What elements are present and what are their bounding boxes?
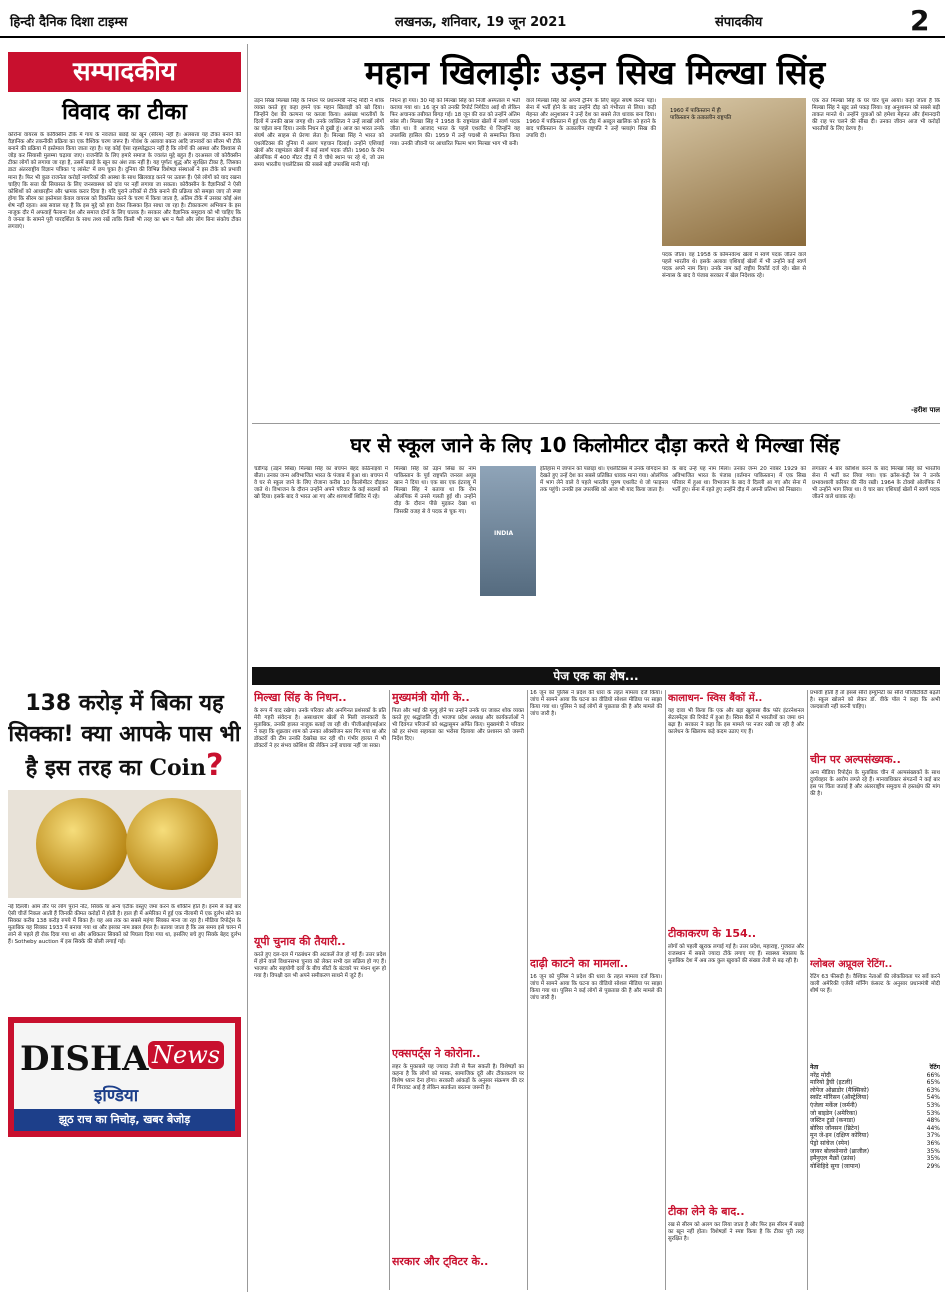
continued-band: पेज एक का शेष... — [252, 667, 940, 685]
poll-row-value: 66% — [926, 1071, 940, 1079]
running-col2: मिल्खा सिंह को उड़न सिख का नाम पाकिस्तान के पूर्व राष्ट्रपति जनरल अयूब खान ने दिया था। एक बार एक इंटरव्यू में मिल्खा सिंह ने बताया था कि रोम ओलंपिक में उनसे गलती हुई थी। उन्होंने दौड़ के दौरान पीछे मुड़कर देखा था जिसकी वजह से वे पदक से चूक गए। — [394, 466, 476, 515]
c4-body: लहर के मुकाबले यह ज्यादा तेजी से फैल सकती है। विशेषज्ञों का कहना है कि लोगों को मास्क, सामाजिक दूरी और टीकाकरण पर विशेष ध्यान देना होगा। सरकारी आंकड़ों के अनुसार संक्रमण की दर में गिरावट आई है लेकिन सतर्कता बरतना जरूरी है। — [392, 1064, 524, 1092]
running-headline: घर से स्कूल जाने के लिए 10 किलोमीटर दौड़ा करते थे मिल्खा सिंह — [350, 433, 840, 457]
c11-body: अन्य मीडिया रिपोर्ट्स के मुताबिक चीन में अल्पसंख्यकों के साथ दुर्व्यवहार के आरोप लगते रहे हैं। मानवाधिकार संगठनों ने कई बार इस पर चिंता जताई है और अंतरराष्ट्रीय समुदाय से हस्तक्षेप की मांग की है। — [810, 770, 940, 798]
c9-body: रख से सीरम को अलग कर लिया जाता है और फिर इस सीरम में बछड़े का खून नहीं होता। विशेषज्ञों ने स्पष्ट किया है कि टीका पूरी तरह सुरक्षित है। — [668, 1222, 804, 1243]
cont-col2 — [392, 690, 524, 1290]
poll-row-name: मून जे-इन (दक्षिण कोरिया) — [810, 1132, 869, 1140]
portrait-caption: 1960 में पाकिस्तान में ही पाकिस्तान के तत्कालीन राष्ट्रपति — [670, 108, 732, 121]
brand-main: DISHA — [20, 1039, 149, 1079]
poll-row-name: पेड्रो सांचेज (स्पेन) — [810, 1139, 850, 1147]
poll-row-value: 35% — [926, 1147, 940, 1155]
jersey-label: INDIA — [494, 530, 514, 537]
poll-row-name: स्कॉट मॉरिसन (ऑस्ट्रेलिया) — [810, 1094, 869, 1102]
poll-row — [810, 1163, 940, 1171]
coin-title-line2: सिक्का! क्या आपके पास भी — [8, 722, 241, 747]
c1-title: मिल्खा सिंह के निधन.. — [254, 691, 347, 704]
page-number: 2 — [910, 4, 930, 37]
running-col4: के बाद उन्हें यह नाम मिला। उनका जन्म 20 नवंबर 1929 को अविभाजित भारत के पंजाब (वर्तमान पाकिस्तान) में एक सिख परिवार में हुआ था। विभाजन के बाद वे दिल्ली आ गए और सेना में भर्ती हुए। सेना में रहते हुए उन्होंने दौड़ में अपनी प्रतिभा को निखारा। — [672, 466, 806, 494]
coin-image — [8, 790, 241, 898]
cont-col1 — [254, 690, 386, 1290]
milkha-col2: निधन हो गया। 30 मई को मिल्खा सिंह को निजी अस्पताल में भर्ती कराया गया था। 16 जून को उनकी रिपोर्ट निगेटिव आई थी लेकिन फिर अचानक तबीयत बिगड़ गई। 18 जून की रात को उन्होंने अंतिम सांस ली। मिल्खा सिंह ने 1958 के राष्ट्रमंडल खेलों में स्वर्ण पदक जीता था। वे आजाद भारत के पहले एथलीट थे जिन्होंने यह उपलब्धि हासिल की। 1959 में उन्हें पद्मश्री से सम्मानित किया गया। उनकी जीवनी पर आधारित फिल्म भाग मिल्खा भाग भी बनी। — [390, 98, 520, 147]
editorial-body: कोरोना वायरस के कोवैक्सीन टीके में गाय के नवजात बछड़े का खून (सीरम) नहीं है। अलबत्ता यह टीका बनाने की वैज्ञानिक और तकनीकी प्रक्रिया का एक वैश्विक चरण जरूर है। गोवंश के अलावा बकरा आदि जानवरों का सीरम भी टीके बनाने की प्रक्रिया में इस्तेमाल किया जाता रहा है। यह कोई ऐसा रहस्योद्घाटन नहीं है कि लोगों की आस्था और विश्वास से जोड़ कर सियासी मुलम्मा चढ़ाया जाए। राजनीति के लिए हमारे समाज के ज्वलंत मुद्दे बहुत हैं। दरअसल जो कोवैक्सीन टीका लोगों को लगाया जा रहा है, उसमें बछड़े के खून का अंश तक नहीं है। यह पूर्णतः शुद्ध और सुरक्षित टीका है, जिसका डाटा अंतरराष्ट्रीय विज्ञान पत्रिका 'द लांसेट' में छप चुका है। दुनिया की विभिन्न विशेषज्ञ संस्थाओं ने इस टीके को प्रभावी माना है। फिर भी कुछ राजनेता करोड़ों नागरिकों की आस्था के साथ खिलवाड़ करने पर उतारू हैं। ऐसे लोगों को याद रखना चाहिए कि सत्ता की सियासत के लिए जनस्वास्थ्य को दांव पर नहीं लगाया जा सकता। कोवैक्सीन के वैज्ञानिकों ने ऐसी कोशिशों को आधारहीन और भ्रामक करार दिया है। यदि पुराने तरीकों से टीके बनाने की प्रक्रिया को समझा जाए तो स्पष्ट होगा कि सीरम का इस्तेमाल केवल वायरस को विकसित करने के चरण में किया जाता है, अंतिम टीके में उसका कोई अंश शेष नहीं रहता। अब सवाल यह है कि इस मुद्दे को हवा देकर किसका हित साधा जा रहा है। टीकाकरण अभियान के इस नाजुक दौर में अफवाहें फैलाना देश और समाज दोनों के लिए घातक है। सरकार और वैज्ञानिक समुदाय को भी चाहिए कि वे जनता के सामने पूरी पारदर्शिता के साथ तथ्य रखें ताकि किसी भी तरह का भ्रम न फैले और लोग बिना संकोच टीका लगवाएं। — [8, 132, 241, 231]
poll-row-name: एंजेला मर्केल (जर्मनी) — [810, 1101, 858, 1109]
poll-row-value: 53% — [926, 1101, 940, 1109]
c1-body: के रूप में याद रखेगा। उनके परिवार और अनगिनत प्रशंसकों के प्रति मेरी गहरी संवेदना है। असाधारण खेलों से मिली जानकारी के मुताबिक, उनकी हालत नाजुक बताई जा रही थी। पीजीआईएमईआर ने कहा कि शुक्रवार शाम को उनका ऑक्सीजन स्तर गिर गया था और डॉक्टरों की टीम उनकी देखरेख कर रही थी। गंभीर हालत में भी डॉक्टरों ने हर संभव कोशिश की लेकिन उन्हें बचाया नहीं जा सका। — [254, 708, 386, 750]
poll-header — [810, 1064, 940, 1072]
coin-title-line3: है इस तरह का Coin? — [25, 748, 224, 783]
c2-title: यूपी चुनाव की तैयारी.. — [254, 935, 346, 948]
cont-divider-1 — [389, 690, 390, 1290]
poll-row-value: 35% — [926, 1155, 940, 1163]
cont-divider-3 — [665, 690, 666, 1290]
poll-row-value: 29% — [926, 1162, 940, 1170]
poll-row-name: जो बाइडेन (अमेरिका) — [810, 1109, 858, 1117]
cont-col4 — [668, 690, 804, 1290]
milkha-col1: उड़न सिख मिल्खा सिंह के निधन पर प्रधानमंत्री नरेन्द्र मोदी ने शोक व्यक्त करते हुए कहा हमने एक महान खिलाड़ी को खो दिया। जिन्होंने देश की कल्पना पर कब्जा किया। असंख्य भारतीयों के दिलों में उनकी खास जगह थी। उनके व्यक्तित्व ने उन्हें लाखों लोगों का चहेता बना दिया। उनके निधन से दुखी हूं। आज का भारत उनके संघर्ष और साहस से प्रेरणा लेता है। मिल्खा सिंह ने भारत को एथलेटिक्स की दुनिया में अलग पहचान दिलाई। उन्होंने एशियाई खेलों और राष्ट्रमंडल खेलों में कई स्वर्ण पदक जीते। 1960 के रोम ओलंपिक में 400 मीटर दौड़ में वे चौथे स्थान पर रहे थे, जो उस समय भारतीय एथलेटिक्स की सबसे बड़ी उपलब्धि मानी गई। — [254, 98, 384, 168]
running-col5: लगातार 4 बार कोशिश करने के बाद मिल्खा सिंह को भारतीय सेना में भर्ती कर लिया गया। एक क्रॉस-कंट्री रेस ने उनके प्रभावशाली करियर की नींव रखी। 1964 के टोक्यो ओलंपिक में भी उन्होंने भाग लिया था। वे चार बार एशियाई खेलों में स्वर्ण पदक जीतने वाले धावक रहे। — [812, 466, 940, 501]
coin-body: नई दिल्ली। आम तौर पर लोग पुराने नोट, सिक्के या अन्य एंटीक वस्तुएं जमा करने के शौकीन होते हैं। इनमें से कई बार ऐसी चीजें निकल आती हैं जिनकी कीमत करोड़ों में होती है। हाल ही में अमेरिका में हुई एक नीलामी में एक दुर्लभ सोने का सिक्का करीब 138 करोड़ रुपये में बिका है। यह अब तक का सबसे महंगा सिक्का माना जा रहा है। मीडिया रिपोर्ट्स के मुताबिक यह सिक्का 1933 में बनाया गया था और इसका नाम डबल ईगल है। बताया जाता है कि उस समय इसे चलन में लाने से पहले ही रोक दिया गया था और अधिकतर सिक्कों को पिघला दिया गया था, इसलिए बचे हुए सिक्के बेहद दुर्लभ हैं। Sotheby auction में इस सिक्के की बोली लगाई गई। — [8, 904, 241, 946]
coin-right-icon — [126, 798, 218, 890]
c10-body: प्रभावी होती है तो इससे सीरो इम्युनिटी का सीरो पॉजिटिविटी बढ़ती है। स्कूल खोलने को लेकर डॉ. वीके पॉल ने कहा कि अभी जल्दबाजी नहीं करनी चाहिए। — [810, 690, 940, 711]
poll-row-name: बोरिस जॉनसन (ब्रिटेन) — [810, 1124, 860, 1132]
c3-body: पिता और भाई की मृत्यु होने पर उन्होंने उनके घर जाकर शोक व्यक्त करते हुए श्रद्धांजलि दी। भाजपा प्रदेश अध्यक्ष और कार्यकर्ताओं ने भी दिवंगत परिजनों को श्रद्धासुमन अर्पित किए। मुख्यमंत्री ने परिवार को हर संभव सहायता का भरोसा दिलाया और प्रशासन को जरूरी निर्देश दिए। — [392, 708, 524, 743]
running-col3: इतिहास में जापान को पछाड़ा था। एथलेटिक्स में उनके योगदान को देखते हुए उन्हें देश का सबसे प्रतिष्ठित धावक माना गया। ओलंपिक में भाग लेने वाले वे पहले भारतीय पुरुष एथलीट थे जो फाइनल तक पहुंचे। उनकी इस उपलब्धि को आज भी याद किया जाता है। — [540, 466, 668, 494]
poll-row — [810, 1132, 940, 1140]
c6-body: 16 जून को पुलिस ने प्रदेश की धारा के तहत मामला दर्ज किया। जांच में सामने आया कि घटना का वीडियो सोशल मीडिया पर साझा किया गया था। पुलिस ने कई लोगों से पूछताछ की है और मामले की जांच जारी है। — [530, 974, 662, 1002]
c2-body: करते हुए दल-दल में गठबंधन की अटकलें तेज हो गई हैं। उत्तर प्रदेश में होने वाले विधानसभा चुनाव को लेकर सभी दल सक्रिय हो गए हैं। भाजपा और सहयोगी दलों के बीच सीटों के बंटवारे पर मंथन शुरू हो गया है। विपक्षी दल भी अपने समीकरण साधने में जुटे हैं। — [254, 952, 386, 980]
poll-header-name: नेता — [810, 1064, 819, 1071]
poll-row-value: 53% — [926, 1109, 940, 1117]
poll-row — [810, 1140, 940, 1148]
poll-row — [810, 1155, 940, 1163]
poll-header-rating: रेटिंग — [929, 1064, 940, 1071]
poll-row-value: 44% — [926, 1124, 940, 1132]
c8-body: लोगों को पहली खुराक लगाई गई है। उत्तर प्रदेश, महाराष्ट्र, गुजरात और राजस्थान में सबसे ज्यादा टीके लगाए गए हैं। स्वास्थ्य मंत्रालय के मुताबिक देश में अब तक कुल खुराकों की संख्या तेजी से बढ़ रही है। — [668, 944, 804, 965]
milkha-col3: वाले मिल्खा सिंह को अपनी ट्रेनिंग के लिए बहुत संघर्ष करना पड़ा। सेना में भर्ती होने के बाद उन्होंने दौड़ को गंभीरता से लिया। कड़ी मेहनत और अनुशासन ने उन्हें देश का सबसे तेज धावक बना दिया। 1960 में पाकिस्तान में हुई एक दौड़ में अब्दुल खालिक को हराने के बाद पाकिस्तान के तत्कालीन राष्ट्रपति ने उन्हें फ्लाइंग सिख की उपाधि दी। — [526, 98, 656, 140]
milkha-col5: एक रात मिल्खा सिंह के घर चोर घुस आया। कहा जाता है कि मिल्खा सिंह ने खुद उसे पकड़ लिया। वह अनुशासन को सबसे बड़ी ताकत मानते थे। उन्होंने युवाओं को हमेशा मेहनत और ईमानदारी की राह पर चलने की सीख दी। उनका जीवन आज भी करोड़ों भारतीयों के लिए प्रेरणा है। — [812, 98, 940, 133]
poll-row — [810, 1117, 940, 1125]
poll-row-name: जस्टिन ट्रूडो (कनाडा) — [810, 1117, 856, 1125]
cont-divider-4 — [807, 690, 808, 1290]
c6-lead: 16 जून को पुलिस ने प्रदेश की धारा के तहत मामला दर्ज किया। जांच में सामने आया कि घटना का वीडियो सोशल मीडिया पर साझा किया गया था। पुलिस ने कई लोगों से पूछताछ की है और मामले की जांच जारी है। — [530, 690, 662, 718]
ad-tagline: झूठ राच का निचोड़, खबर बेजोड़ — [14, 1109, 235, 1131]
poll-row — [810, 1079, 940, 1087]
c11-title: चीन पर अल्पसंख्यक.. — [810, 753, 901, 766]
editorial-banner: सम्पादकीय — [8, 52, 241, 92]
c6-title: दाढ़ी काटने का मामला.. — [530, 957, 629, 970]
cont-divider-2 — [527, 690, 528, 1290]
coin-headline — [8, 688, 241, 784]
poll-row-value: 37% — [926, 1132, 940, 1140]
dateline: लखनऊ, शनिवार, 19 जून 2021 — [395, 15, 567, 30]
c12-body: रेटिंग 63 फीसदी है। वैश्विक नेताओं की लोकप्रियता पर सर्वे करने वाली अमेरिकी एजेंसी मॉर्निंग कंसल्ट के अनुसार प्रधानमंत्री मोदी शीर्ष पर हैं। — [810, 974, 940, 995]
milkha-headline: महान खिलाड़ीः उड़न सिख मिल्खा सिंह — [364, 53, 826, 92]
milkha-byline: -हरीश पाल — [910, 406, 940, 414]
c3-title: मुख्यमंत्री योगी के.. — [392, 691, 470, 704]
section-name: संपादकीय — [715, 15, 763, 30]
poll-row-name: मारियो ड्रैघी (इटली) — [810, 1079, 853, 1087]
c8-title: टीकाकरण के 154.. — [668, 927, 757, 940]
editorial-title: विवाद का टीका — [62, 100, 187, 125]
poll-table — [810, 1064, 940, 1170]
ad-inner — [14, 1023, 235, 1131]
poll-row-value: 48% — [926, 1117, 940, 1125]
c7-body: यह दावा भी किया कि एक और बड़ा खुलासा बैंक फॉर इंटरनेशनल सेटलमेंट्स की रिपोर्ट में हुआ है। स्विस बैंकों में भारतीयों का जमा धन बढ़ा है। सरकार ने कहा कि इस मामले पर नजर रखी जा रही है और कालेधन के खिलाफ कड़े कदम उठाए गए हैं। — [668, 708, 804, 736]
poll-row-value: 63% — [926, 1086, 940, 1094]
c4-title: एक्सपर्ट्स ने कोरोना.. — [392, 1047, 481, 1060]
c7-title: कालाधन- स्विस बैंकों में.. — [668, 693, 763, 704]
milkha-col4: पदक जीता। वह 1958 के कॉमनवेल्थ खेलों में स्वर्ण पदक जीतने वाले पहले भारतीय थे। इसके अलावा एशियाई खेलों में भी उन्होंने कई स्वर्ण पदक अपने नाम किए। उनके नाम कई राष्ट्रीय रिकॉर्ड दर्ज रहे। खेल से संन्यास के बाद वे पंजाब सरकार में खेल निदेशक रहे। — [662, 252, 806, 280]
c5-title: सरकार और ट्विटर के.. — [392, 1255, 489, 1268]
brand-sub: इण्डिया — [94, 1086, 139, 1106]
left-column-divider — [247, 44, 248, 1292]
coin-title-line1: 138 करोड़ में बिका यह — [25, 691, 224, 716]
milkha-portrait — [662, 98, 806, 246]
poll-row — [810, 1102, 940, 1110]
disha-ad — [8, 1017, 241, 1137]
coin-word: Coin — [149, 755, 206, 781]
paper-name: हिन्दी दैनिक दिशा टाइम्स — [10, 15, 128, 30]
poll-row-name: योशिहिदे सुगा (जापान) — [810, 1162, 861, 1170]
c12-title: ग्लोबल अप्रूवल रेटिंग.. — [810, 959, 893, 970]
coin-left-icon — [36, 798, 128, 890]
poll-row — [810, 1148, 940, 1156]
poll-row-value: 36% — [926, 1139, 940, 1147]
milkha-divider — [252, 423, 940, 424]
poll-row-name: जायर बोलसोनारो (ब्राजील) — [810, 1147, 870, 1155]
c9-title: टीका लेने के बाद.. — [668, 1205, 745, 1218]
poll-row-value: 65% — [926, 1079, 940, 1087]
question-mark: ? — [205, 748, 224, 783]
masthead — [0, 0, 945, 38]
poll-rows — [810, 1072, 940, 1171]
running-photo — [480, 466, 536, 596]
cont-col3 — [530, 690, 662, 1290]
poll-row-name: लोपेज ओब्राडोर (मैक्सिको) — [810, 1086, 869, 1094]
brand-news: News — [148, 1041, 224, 1069]
poll-row-name: इमैनुएल मैक्रों (फ्रांस) — [810, 1155, 856, 1163]
poll-row-value: 54% — [926, 1094, 940, 1102]
poll-row — [810, 1094, 940, 1102]
poll-row-name: नरेंद्र मोदी — [810, 1071, 831, 1079]
running-col1: चंडीगढ़ (उड़न सिख) मिल्खा सिंह का बचपन बेहद कठिनाइयों में बीता। उनका जन्म अविभाजित भारत के पंजाब में हुआ था। बचपन में वे घर से स्कूल जाने के लिए रोजाना करीब 10 किलोमीटर दौड़कर जाते थे। विभाजन के दौरान उन्होंने अपने परिवार के कई सदस्यों को खो दिया। इसके बाद वे भारत आ गए और शरणार्थी शिविर में रहे। — [254, 466, 388, 501]
cont-col5 — [810, 690, 940, 1290]
